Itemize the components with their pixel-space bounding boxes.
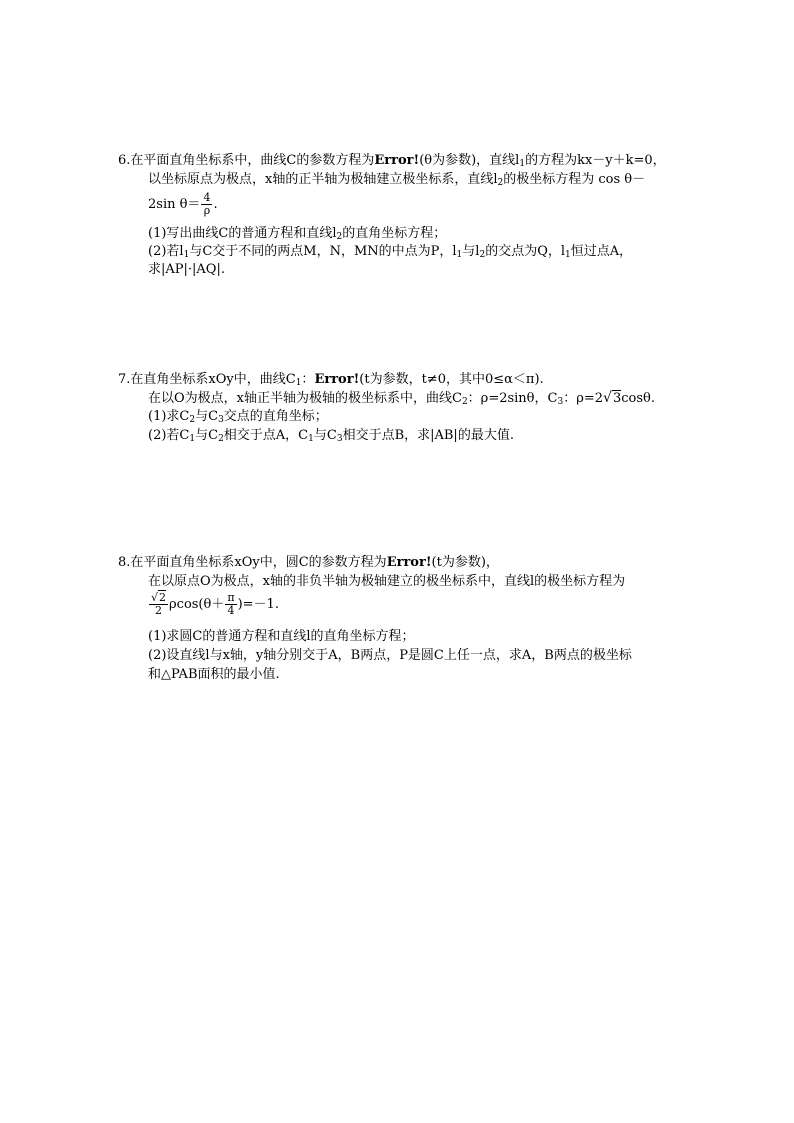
sqrt-sign: √: [151, 591, 159, 604]
error-marker: Error!: [314, 372, 360, 387]
q6-line-5: (2)若$l_1$与C交于不同的两点M，N，MN的中点为P，$l_1$与$l_2$的交点为Q，$l_1$恒过点A，: [148, 244, 633, 260]
q7-line-3: (1)求$C_2$与$C_3$交点的直角坐标；: [148, 409, 328, 425]
q6-line-3: 2sin θ＝ $\frac{4}{\rho}$ .: [148, 191, 218, 217]
fraction: $\frac{4}{\rho}$: [203, 191, 211, 217]
error-marker: Error!: [374, 153, 420, 168]
q8-line-4: (1)求圆C的普通方程和直线l的直角坐标方程；: [148, 629, 415, 644]
q6-line-1: 6.在平面直角坐标系中，曲线C的参数方程为Error!(θ为参数)，直线$l_1$的方程为kx－y＋k=0，: [118, 153, 666, 169]
q6-line-6: 求|AP|·|AQ|.: [148, 262, 225, 277]
sqrt-sign: √: [603, 390, 612, 406]
error-marker: Error!: [386, 555, 432, 570]
q8-line-2: 在以原点O为极点，x轴的非负半轴为极轴建立的极坐标系中，直线l的极坐标方程为: [148, 574, 626, 589]
q8-line-3: $\frac{√2}{2}$ ρcos(θ＋ $\frac{\pi}{4}$ )=－1.: [151, 591, 279, 617]
q7-line-1: 7.在直角坐标系xOy中，曲线$C_1$：Error!(t为参数，t≠0，其中0≤α＜π).: [118, 372, 544, 388]
q7-line-4: (2)若$C_1$与$C_2$相交于点A，$C_1$与$C_3$相交于点B，求|AB|的最大值.: [148, 428, 514, 444]
q7-line-2: 在以O为极点，x轴正半轴为极轴的极坐标系中，曲线$C_2$：ρ=2sinθ，$C_3$：ρ=2√3cosθ.: [148, 390, 655, 407]
q8-line-1: 8.在平面直角坐标系xOy中，圆C的参数方程为Error!(t为参数)，: [118, 555, 499, 570]
q6-line-4: (1)写出曲线C的普通方程和直线$l_2$的直角坐标方程；: [148, 226, 447, 242]
fraction-pi-over-4: $\frac{\pi}{4}$: [227, 591, 235, 617]
q8-line-5: (2)设直线l与x轴，y轴分别交于A，B两点，P是圆C上任一点，求A，B两点的极坐标: [148, 648, 632, 663]
q8-line-6: 和△PAB面积的最小值.: [148, 667, 280, 682]
fraction-sqrt2-over-2: $\frac{√2}{2}$: [151, 591, 167, 617]
q6-line-2: 以坐标原点为极点，x轴的正半轴为极轴建立极坐标系，直线$l_2$的极坐标方程为 cos θ－: [148, 172, 646, 188]
